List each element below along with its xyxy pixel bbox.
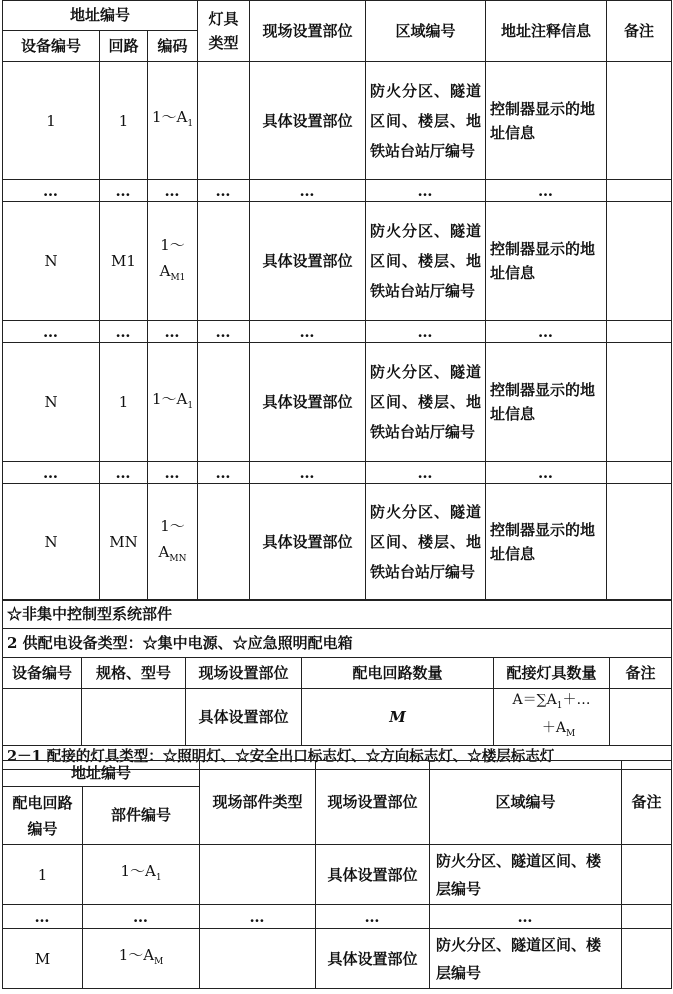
- cell-note: 控制器显示的地址信息: [486, 202, 607, 321]
- cell-device: N: [3, 484, 100, 601]
- cell-circuit: 1: [3, 845, 83, 905]
- code-text: 1～A: [151, 389, 188, 408]
- cell-zone: 防火分区、隧道区间、楼层编号: [430, 929, 622, 989]
- cell-lamp-type: [198, 484, 250, 601]
- cell-device: 1: [3, 62, 100, 180]
- cell-zone: 防火分区、隧道区间、楼层、地铁站台站厅编号: [366, 62, 486, 180]
- table-row: [3, 202, 672, 321]
- cell-note: 控制器显示的地址信息: [486, 343, 607, 462]
- section-non-central: ☆非集中控制型系统部件: [3, 600, 672, 629]
- cell-remarks: [610, 689, 672, 746]
- cell-zone: 防火分区、隧道区间、楼层、地铁站台站厅编号: [366, 202, 486, 321]
- formula-line-1: $A=\sum A_1+\dots$: [512, 692, 591, 711]
- cell-site: 具体设置部位: [250, 62, 366, 180]
- section-connected-lamps: 2－1 配接的灯具类型：☆照明灯、☆安全出口标志灯、☆方向标志灯、☆楼层标志灯: [3, 745, 672, 769]
- lamp-address-table: [2, 760, 672, 989]
- cell-note: 控制器显示的地址信息: [486, 62, 607, 180]
- formula-line-2: $+A_M$: [541, 719, 576, 739]
- cell-zone: 防火分区、隧道区间、楼层、地铁站台站厅编号: [366, 484, 486, 601]
- cell-code: [148, 62, 198, 180]
- header-remarks: 备注: [607, 1, 672, 62]
- cell-code: [148, 484, 198, 601]
- cell-site: 具体设置部位: [250, 343, 366, 462]
- ellipsis-row: … … … … … … …: [3, 462, 672, 484]
- cell-remarks: [607, 202, 672, 321]
- header-code: 编码: [148, 31, 198, 62]
- header-address-code: 地址编号: [3, 1, 198, 31]
- header-zone-code: 区域编号: [366, 1, 486, 62]
- header-address-note: 地址注释信息: [486, 1, 607, 62]
- header-device-no: 设备编号: [3, 658, 82, 689]
- cell-code: [148, 202, 198, 321]
- header-loop: 回路: [100, 31, 148, 62]
- cell-loop: 1: [100, 343, 148, 462]
- header-site-location: 现场设置部位: [250, 1, 366, 62]
- table-row: [3, 929, 672, 989]
- cell-circuit: M: [3, 929, 83, 989]
- header-part-no: 部件编号: [83, 787, 200, 845]
- table-row: [3, 62, 672, 180]
- cell-site: 具体设置部位: [250, 202, 366, 321]
- ellipsis-row: … … … … …: [3, 905, 672, 929]
- cell-part-no: $1\sim A_1$: [83, 845, 200, 905]
- cell-zone: 防火分区、隧道区间、楼层、地铁站台站厅编号: [366, 343, 486, 462]
- section-power-devices: 2 供配电设备类型：☆集中电源、☆应急照明配电箱: [3, 629, 672, 658]
- code-text: 1～A: [151, 108, 188, 126]
- header-site-location: 现场设置部位: [186, 658, 302, 689]
- cell-part-no: $1\sim A_M$: [83, 929, 200, 989]
- header-lamp-count: 配接灯具数量: [494, 658, 610, 689]
- cell-lamp-type: [198, 62, 250, 180]
- header-spec-model: 规格、型号: [82, 658, 186, 689]
- header-device-no: 设备编号: [3, 31, 100, 62]
- header-circuit-count: 配电回路数量: [302, 658, 494, 689]
- cell-remarks: [607, 343, 672, 462]
- cell-device: N: [3, 202, 100, 321]
- header-lamp-type: 灯具类型: [198, 1, 250, 62]
- header-site-location: 现场设置部位: [316, 761, 430, 845]
- cell-lamp-type: [198, 343, 250, 462]
- code-sub: M1: [170, 272, 186, 283]
- header-zone-code: 区域编号: [430, 761, 622, 845]
- cell-site: 具体设置部位: [186, 689, 302, 746]
- ellipsis-row: … … … … … … …: [3, 180, 672, 202]
- cell-loop: 1: [100, 62, 148, 180]
- cell-loop: MN: [100, 484, 148, 601]
- code-sub: 1: [187, 400, 194, 411]
- header-address-code: 地址编号: [3, 761, 200, 787]
- cell-remarks: [622, 845, 672, 905]
- cell-circuit-count: M: [302, 689, 494, 746]
- cell-site: 具体设置部位: [316, 845, 430, 905]
- header-circuit-no: 配电回路编号: [3, 787, 83, 845]
- table-row: [3, 343, 672, 462]
- cell-remarks: [607, 484, 672, 601]
- cell-remarks: [622, 929, 672, 989]
- address-table: [2, 0, 672, 601]
- cell-device: N: [3, 343, 100, 462]
- cell-device-no: [3, 689, 82, 746]
- cell-lamp-type: [198, 202, 250, 321]
- ellipsis-row: … … … … … … …: [3, 321, 672, 343]
- cell-spec-model: [82, 689, 186, 746]
- cell-part-type: [200, 929, 316, 989]
- cell-loop: M1: [100, 202, 148, 321]
- cell-site: 具体设置部位: [250, 484, 366, 601]
- cell-part-type: [200, 845, 316, 905]
- cell-zone: 防火分区、隧道区间、楼层编号: [430, 845, 622, 905]
- cell-code: [148, 343, 198, 462]
- code-text: 1～A: [158, 516, 185, 561]
- table-row: [3, 845, 672, 905]
- cell-remarks: [607, 62, 672, 180]
- code-sub: MN: [169, 553, 187, 564]
- table-row: [3, 689, 672, 746]
- table-row: [3, 484, 672, 601]
- code-text: 1～A: [159, 235, 185, 280]
- header-remarks: 备注: [622, 761, 672, 845]
- header-part-type: 现场部件类型: [200, 761, 316, 845]
- cell-note: 控制器显示的地址信息: [486, 484, 607, 601]
- cell-lamp-count-formula: [494, 689, 610, 746]
- cell-site: 具体设置部位: [316, 929, 430, 989]
- code-sub: 1: [187, 119, 194, 129]
- power-section-table: [2, 599, 672, 770]
- header-remarks: 备注: [610, 658, 672, 689]
